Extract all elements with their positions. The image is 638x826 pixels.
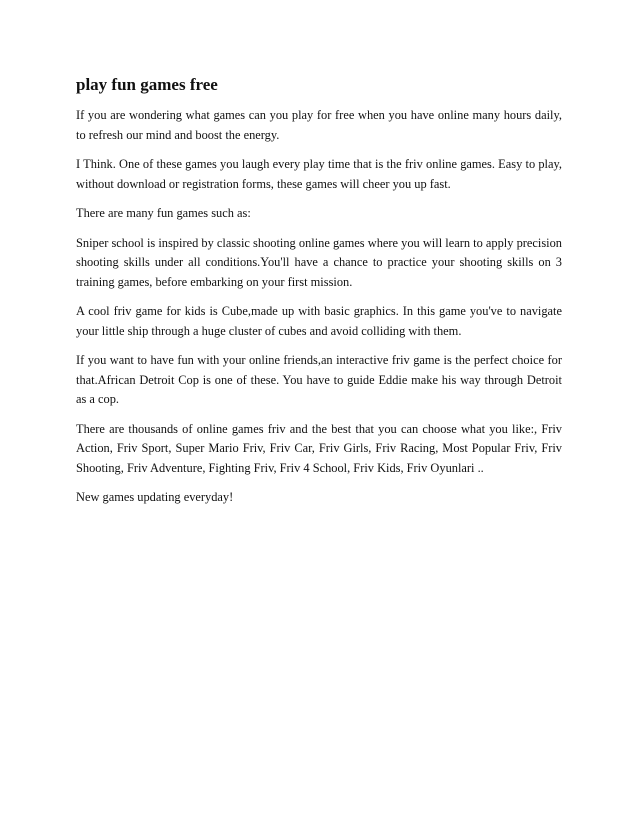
paragraph-cube: A cool friv game for kids is Cube,made up with basic graphics. In this game you've to navigate your little ship through a huge cluster of cubes and avoid colliding with them. xyxy=(76,304,562,338)
paragraph-sniper-school: Sniper school is inspired by classic shooting online games where you will learn to apply precision shooting skills under all conditions.You'll have a chance to practice your shooting skills on 3 training games, before embarking on your first mission. xyxy=(76,235,562,289)
paragraph-thousands-games: There are thousands of online games friv and the best that you can choose what you like:, Friv Action, Friv Sport, Super Mario Friv, Friv Car, Friv Girls, Friv Racing, Most Popular Friv, Friv Shooting, Friv Adventure, Fighting Friv, Friv 4 School, Friv Kids, Friv Oyunlari .. xyxy=(76,421,562,475)
paragraph-new-games: New games updating everyday! xyxy=(76,490,234,504)
paragraph-intro: If you are wondering what games can you play for free when you have online many hours daily, to refresh our mind and boost the energy. xyxy=(76,108,562,142)
paragraph-games-list-intro: There are many fun games such as: xyxy=(76,206,251,220)
paragraph-friv-online: I Think. One of these games you laugh every play time that is the friv online games. Easy to play, without download or registration forms, these games will cheer you up fast. xyxy=(76,157,562,191)
document-title: play fun games free xyxy=(76,75,218,94)
paragraph-detroit-cop: If you want to have fun with your online friends,an interactive friv game is the perfect choice for that.African Detroit Cop is one of these. You have to guide Eddie make his way through Detroit as a cop. xyxy=(76,353,562,406)
document-page xyxy=(76,74,562,518)
